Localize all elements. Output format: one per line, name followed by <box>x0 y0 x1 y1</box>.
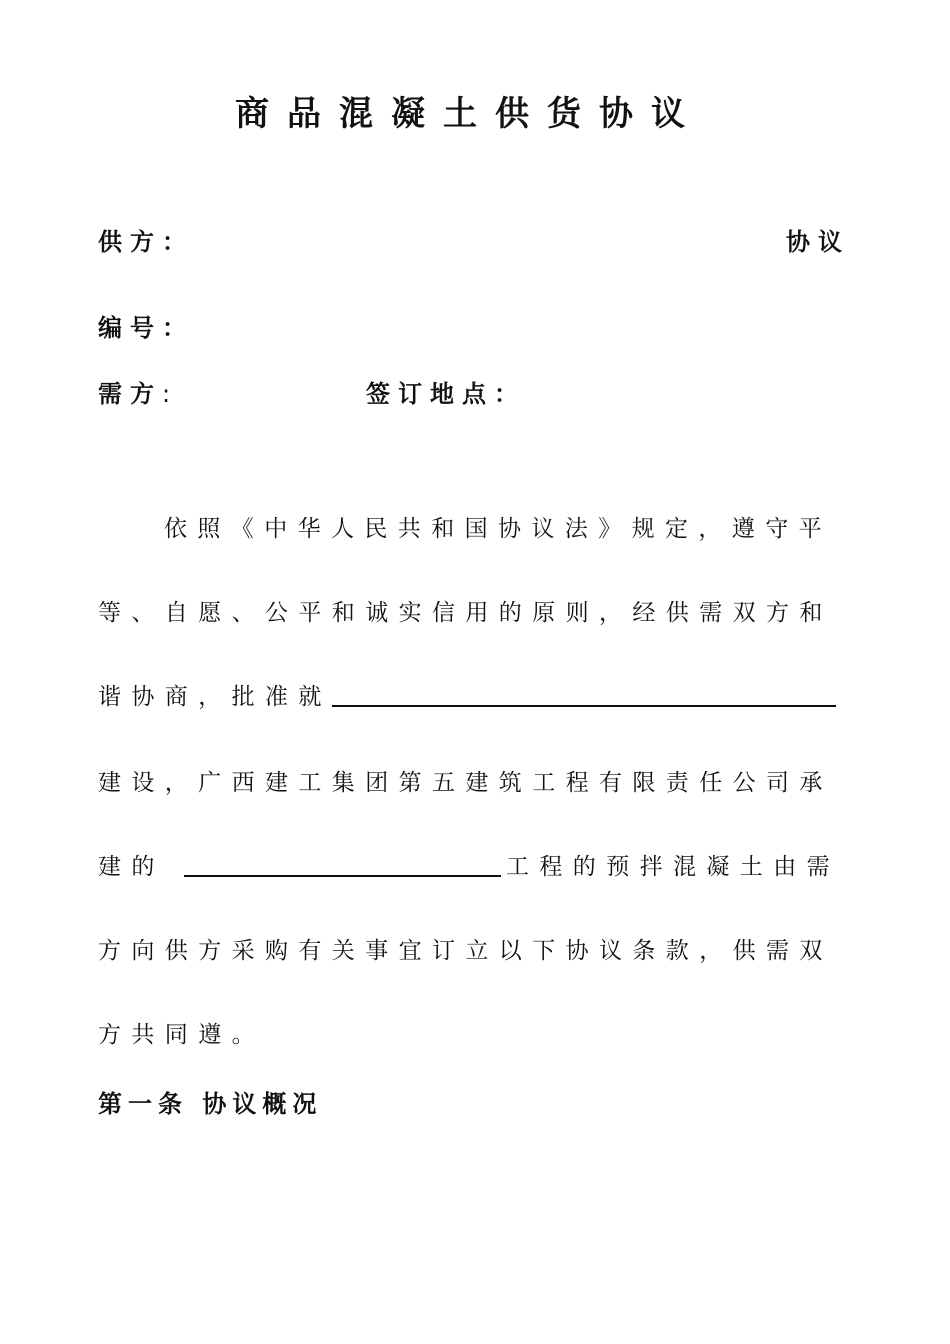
paragraph-line-5-end: 工程的预拌混凝土由需 <box>506 854 840 880</box>
agreement-number-label: 编号： <box>98 314 194 342</box>
project-name-blank <box>332 683 836 707</box>
paragraph-line-4: 建设，广西建工集团第五建筑工程有限责任公司承 <box>98 770 833 796</box>
paragraph-line-3: 谐协商，批准就 <box>98 684 332 710</box>
document-title: 商品混凝土供货协议 <box>235 94 703 134</box>
construction-project-blank <box>184 853 501 877</box>
supplier-label: 供方： <box>98 228 194 256</box>
agreement-label: 协议 <box>786 228 850 256</box>
paragraph-line-7: 方共同遵。 <box>98 1022 265 1048</box>
paragraph-line-1: 依照《中华人民共和国协议法》规定，遵守平 <box>164 516 832 542</box>
section-heading-article-1: 第一条 协议概况 <box>98 1090 323 1118</box>
paragraph-line-2: 等、自愿、公平和诚实信用的原则，经供需双方和 <box>98 600 833 626</box>
signing-location-label: 签订地点： <box>366 380 526 408</box>
paragraph-line-5-start: 建的 <box>98 854 165 880</box>
buyer-label-text: 需方 <box>98 380 162 408</box>
buyer-label-colon: : <box>162 380 179 408</box>
buyer-label <box>98 374 178 409</box>
paragraph-line-6: 方向供方采购有关事宜订立以下协议条款，供需双 <box>98 938 833 964</box>
